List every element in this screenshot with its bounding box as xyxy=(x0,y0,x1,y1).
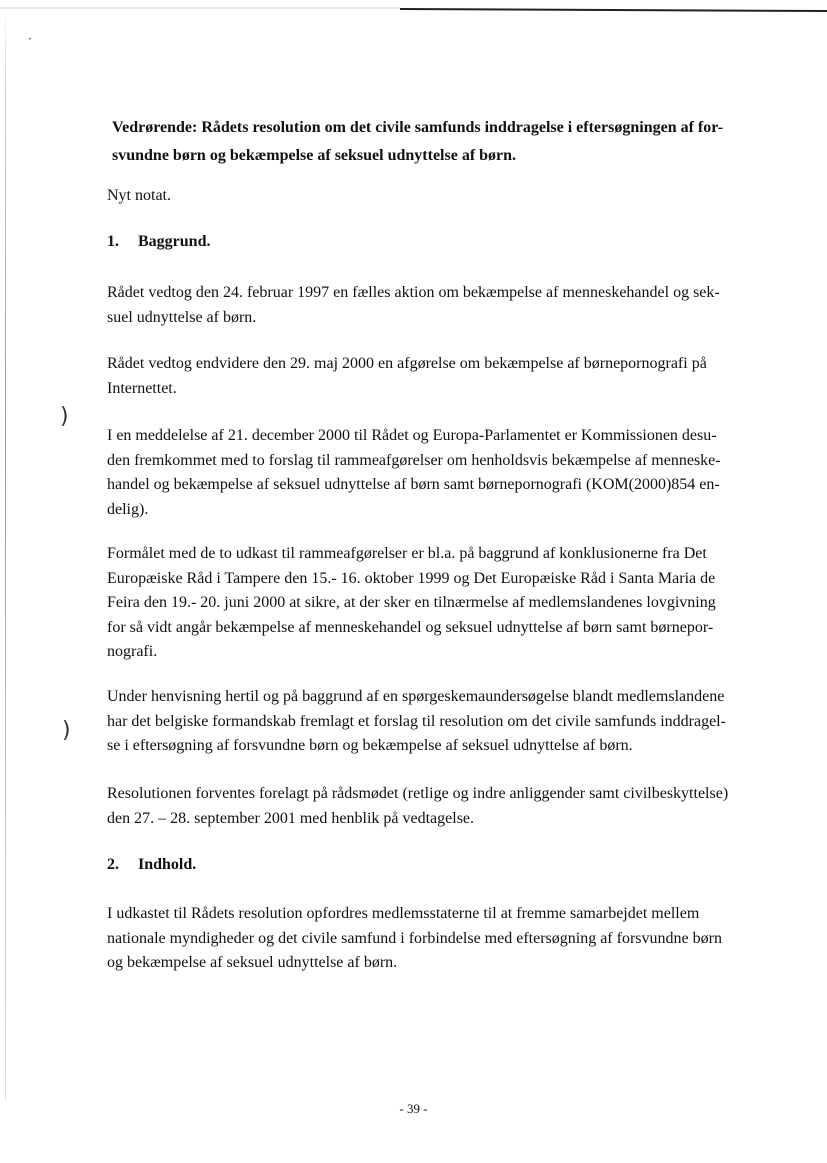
paragraph-line: suel udnyttelse af børn. xyxy=(107,308,257,326)
paragraph xyxy=(107,782,762,831)
paragraph-line: se i eftersøgning af forsvundne børn og bekæmpelse af seksuel udnyttelse af børn. xyxy=(107,737,633,754)
section-title: Baggrund. xyxy=(138,233,211,250)
subject-heading xyxy=(112,114,762,170)
scan-speck: · xyxy=(28,32,32,46)
paragraph-line: nationale myndigheder og det civile samfund i forbindelse med eftersøgning af forsvundne børn xyxy=(107,929,722,947)
paragraph xyxy=(107,352,762,401)
section-heading-1 xyxy=(107,230,762,255)
paragraph-line: Internettet. xyxy=(107,379,177,397)
paragraph-line: nografi. xyxy=(107,643,158,660)
paragraph-line: Resolutionen forventes forelagt på rådsmødet (retlige og indre anliggender samt civilbeskyttelse) xyxy=(107,785,729,802)
paragraph-line: delig). xyxy=(107,500,149,518)
hole-punch-mark-upper: ) xyxy=(60,404,69,429)
section-heading-2 xyxy=(107,853,762,878)
scan-top-border-line xyxy=(0,7,827,13)
paragraph-line: den 27. – 28. september 2001 med henblik på vedtagelse. xyxy=(107,809,475,827)
paragraph-line: for så vidt angår bekæmpelse af menneskehandel og seksuel udnyttelse af børn samt børnepor- xyxy=(107,618,714,636)
paragraph-line: Rådet vedtog endvidere den 29. maj 2000 en afgørelse om bekæmpelse af børnepornografi på xyxy=(107,355,707,372)
subject-line: Vedrørende: Rådets resolution om det civile samfunds inddragelse i eftersøgningen af for- xyxy=(112,119,724,136)
paragraph xyxy=(107,685,762,759)
section-number: 2. xyxy=(107,856,119,873)
paragraph-line: Feira den 19.- 20. juni 2000 at sikre, at der sker en tilnærmelse af medlemslandenes lovgivning xyxy=(107,594,716,611)
note-text xyxy=(107,184,762,209)
paragraph-line: I udkastet til Rådets resolution opfordres medlemsstaterne til at fremme samarbejdet mellem xyxy=(107,905,700,922)
subject-line: svundne børn og bekæmpelse af seksuel udnyttelse af børn. xyxy=(112,147,517,164)
paragraph xyxy=(107,424,762,522)
scan-top-border xyxy=(0,0,827,6)
paragraph xyxy=(107,902,762,976)
paragraph-line: og bekæmpelse af seksuel udnyttelse af børn. xyxy=(107,954,398,971)
section-title: Indhold. xyxy=(138,856,197,873)
page-number: - 39 - xyxy=(399,1101,428,1116)
paragraph xyxy=(107,542,762,665)
paragraph-line: Formålet med de to udkast til rammeafgørelser er bl.a. på baggrund af konklusionerne fra Det xyxy=(107,545,707,562)
paragraph-line: Rådet vedtog den 24. februar 1997 en fælles aktion om bekæmpelse af menneskehandel og sek- xyxy=(107,284,720,301)
paragraph-line: den fremkommet med to forslag til rammeafgørelser om henholdsvis bekæmpelse af menneske- xyxy=(107,451,721,469)
paragraph-line: Under henvisning hertil og på baggrund af en spørgeskemaundersøgelse blandt medlemslandene xyxy=(107,688,725,705)
scan-left-edge xyxy=(5,0,6,1100)
paragraph-line: I en meddelelse af 21. december 2000 til Rådet og Europa-Parlamentet er Kommissionen desu- xyxy=(107,427,717,444)
section-number: 1. xyxy=(107,233,119,250)
paragraph-line: handel og bekæmpelse af seksuel udnyttelse af børn samt børnepornografi (KOM(2000)854 en- xyxy=(107,476,720,493)
paragraph-line: har det belgiske formandskab fremlagt et forslag til resolution om det civile samfunds inddragel- xyxy=(107,712,726,730)
note-line: Nyt notat. xyxy=(107,187,171,204)
paragraph xyxy=(107,281,762,330)
hole-punch-mark-lower: ) xyxy=(62,718,71,743)
paragraph-line: Europæiske Råd i Tampere den 15.- 16. oktober 1999 og Det Europæiske Råd i Santa Maria de xyxy=(107,569,716,587)
